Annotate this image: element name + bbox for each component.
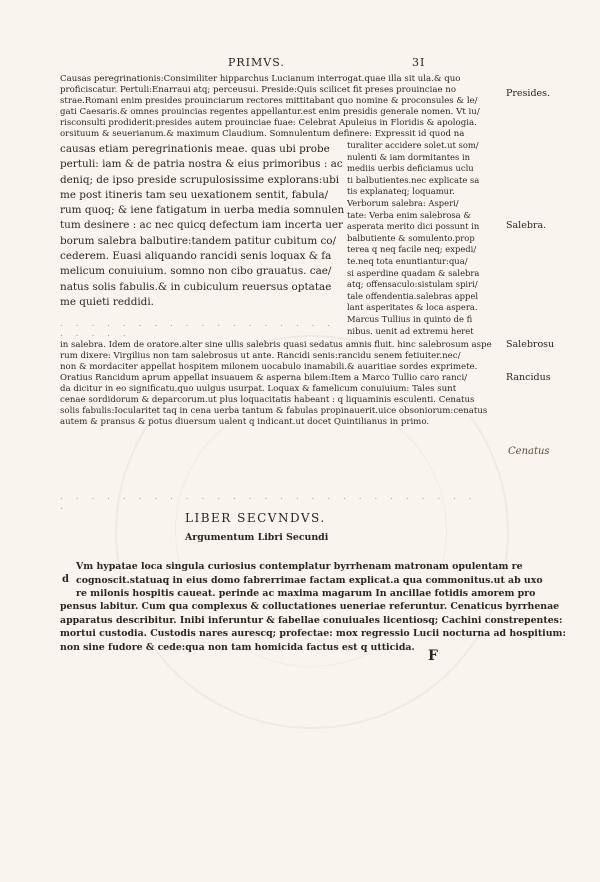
text-line: rum dixere: Virgilius non tam salebrosus ut ante. Rancidi senis:rancidu senem fetiuiter.nec/ bbox=[60, 351, 461, 361]
text-line: rum quoq; & iene fatigatum in uerba media somnulen bbox=[60, 204, 345, 217]
text-line: tale offendentia.salebras appel bbox=[347, 290, 479, 301]
text-line: cognoscit.statuaq in eius domo fabrerrimae factam explicat.a qua commonitus.ut ab uxo bbox=[76, 574, 543, 586]
text-line: tum desinere : ac nec quicq defectum iam incerta uer bbox=[60, 219, 344, 232]
text-line: in salebra. Idem de oratore.alter sine ullis salebris quasi sedatus amnis fluit. hinc salebrosum aspe bbox=[60, 340, 492, 350]
text-line: tate: Verba enim salebrosa & bbox=[347, 209, 471, 220]
argument-title: Argumentum Libri Secundi bbox=[185, 532, 329, 543]
text-line: natus solis fabulis.& in cubiculum reuersus optatae bbox=[60, 280, 332, 293]
running-head: PRIMVS. bbox=[228, 56, 285, 69]
decorative-dots: . . . . . . . . . . . . . . . . . . . . . . . . . . . . bbox=[60, 492, 477, 512]
text-line: pertuli: iam & de patria nostra & eius primoribus : ac bbox=[60, 158, 343, 171]
text-line: solis fabulis:Iocularitet taq in cena uerba tantum & fabulas propinauerit.uice obsoniorum:cenatus bbox=[60, 406, 488, 416]
text-line: lant asperitates & loca aspera. bbox=[347, 302, 478, 313]
text-line: nulenti & iam dormitantes in bbox=[347, 151, 471, 162]
text-line: nibus. uenit ad extremu heret bbox=[347, 325, 474, 336]
margin-note-rancidus: Rancidus bbox=[506, 372, 551, 383]
text-line: autem & pransus & potus diuersum ualent q indicant.ut docet Quintilianus in primo. bbox=[60, 417, 430, 427]
text-line: terea q neq facile neq; expedi/ bbox=[347, 244, 477, 255]
text-line: causas etiam peregrinationis meae. quas ubi probe bbox=[60, 143, 330, 155]
margin-note-presides: Presides. bbox=[506, 88, 551, 99]
text-line: non sine fudore & cede:qua non tam homicida factus est q utticida. bbox=[60, 641, 415, 653]
text-line: risconsulti prodiderit:presides autem prouinciae fuae: Celebrat Apuleius in Floridis & apologia. bbox=[60, 118, 477, 128]
text-line: turaliter accidere solet.ut som/ bbox=[347, 140, 479, 150]
text-line: Marcus Tullius in quinto de fi bbox=[347, 313, 473, 324]
text-line: melicum conuiuium. somno non cibo grauatus. cae/ bbox=[60, 265, 332, 278]
text-line: atq; offensaculo:sistulam spiri/ bbox=[347, 279, 478, 290]
text-line: da dicitur in eo significatu.quo uulgus usurpat. Loquax & famelicum conuiuium: Tales sunt bbox=[60, 384, 457, 394]
text-line: non & mordaciter appellat hospitem milonem uocabulo inamabili.& auaritiae sordes exprimete. bbox=[60, 362, 478, 372]
text-line: orsituum & seuerianum.& maximum Claudium. Somnulentum definere: Expressit id quod na bbox=[60, 129, 465, 139]
argument-text-head bbox=[76, 560, 543, 601]
text-line: gati Caesaris.& omnes prouincias regentes appellantur.est enim presidis generale nomen. Vt iu/ bbox=[60, 107, 480, 117]
signature-mark: F bbox=[428, 648, 438, 664]
text-line: ti balbutientes.nec explicate sa bbox=[347, 174, 480, 185]
text-line: deniq; de ipso preside scrupulosissime explorans:ubi bbox=[60, 173, 340, 186]
main-text bbox=[60, 142, 345, 310]
text-line: te.neq tota enuntiantur:qua/ bbox=[347, 255, 468, 266]
text-line: borum salebra balbutire:tandem patitur cubitum co/ bbox=[60, 234, 337, 247]
book-title: LIBER SECVNDVS. bbox=[185, 511, 326, 525]
text-line: cenae sordidorum & deparcorum.ut plus loquacitatis habeant : q liquaminis esculenti. Cenatus bbox=[60, 395, 475, 405]
text-line: strae.Romani enim presides prouinciarum rectores mittitabant quo nomine & proconsules & le/ bbox=[60, 96, 478, 106]
text-line: balbutiente & somulento.prop bbox=[347, 232, 475, 243]
text-line: re milonis hospitis caueat. perinde ac maxima magarum In ancillae fotidis amorem pro bbox=[76, 588, 536, 599]
text-line: cederem. Euasi aliquando rancidi senis loquax & fa bbox=[60, 250, 332, 263]
margin-note-salebra: Salebra. bbox=[506, 220, 547, 231]
folio-number: 3I bbox=[412, 56, 426, 69]
argument-text-body bbox=[60, 600, 566, 654]
text-line: me quieti reddidi. bbox=[60, 295, 154, 308]
gloss-column bbox=[347, 140, 500, 337]
handwritten-margin-note: Cenatus bbox=[508, 446, 550, 457]
text-line: pensus labitur. Cum qua complexus & colluctationes ueneriae referuntur. Cenaticus byrrhenae bbox=[60, 601, 560, 612]
text-line: asperata merito dici possunt in bbox=[347, 221, 480, 232]
commentary-block-2 bbox=[60, 340, 500, 428]
text-line: me post itineris tam seu uexationem sentit, fabula/ bbox=[60, 188, 329, 201]
initial-guide-letter: d bbox=[62, 574, 69, 585]
decorative-dots: . . . . . . . . . . . . . . . . . . . . . . . bbox=[60, 319, 336, 339]
text-line: proficiscatur. Pertuli:Enarraui atq; perceusui. Preside:Quis scilicet fit preses prouinciae no bbox=[60, 85, 456, 95]
margin-note-salebrosum: Salebrosu bbox=[506, 339, 555, 350]
text-line: si asperdine quadam & salebra bbox=[347, 267, 480, 278]
text-line: mediis uerbis deficiamus uclu bbox=[347, 163, 474, 174]
text-line: tis explanateq; loquamur. bbox=[347, 186, 455, 197]
text-line: mortui custodia. Custodis nares aurescq; profectae: mox regressio Lucii nocturna ad hospitium: bbox=[60, 628, 566, 639]
commentary-block-1 bbox=[60, 74, 500, 140]
text-line: Vm hypatae loca singula curiosius contemplatur byrrhenam matronam opulentam re bbox=[76, 561, 523, 572]
text-line: Oratius Rancidum aprum appellat insuauem & asperna bilem:Item a Marco Tullio caro ranci/ bbox=[60, 373, 468, 383]
text-line: Causas peregrinationis:Consimiliter hipparchus Lucianum interrogat.quae illa sit ula.& quo bbox=[60, 74, 461, 84]
text-line: Verborum salebra: Asperi/ bbox=[347, 197, 459, 208]
text-line: apparatus describitur. Inibi inferuntur & fabellae conuiuales licentiosq; Cachini constrepentes: bbox=[60, 614, 563, 626]
